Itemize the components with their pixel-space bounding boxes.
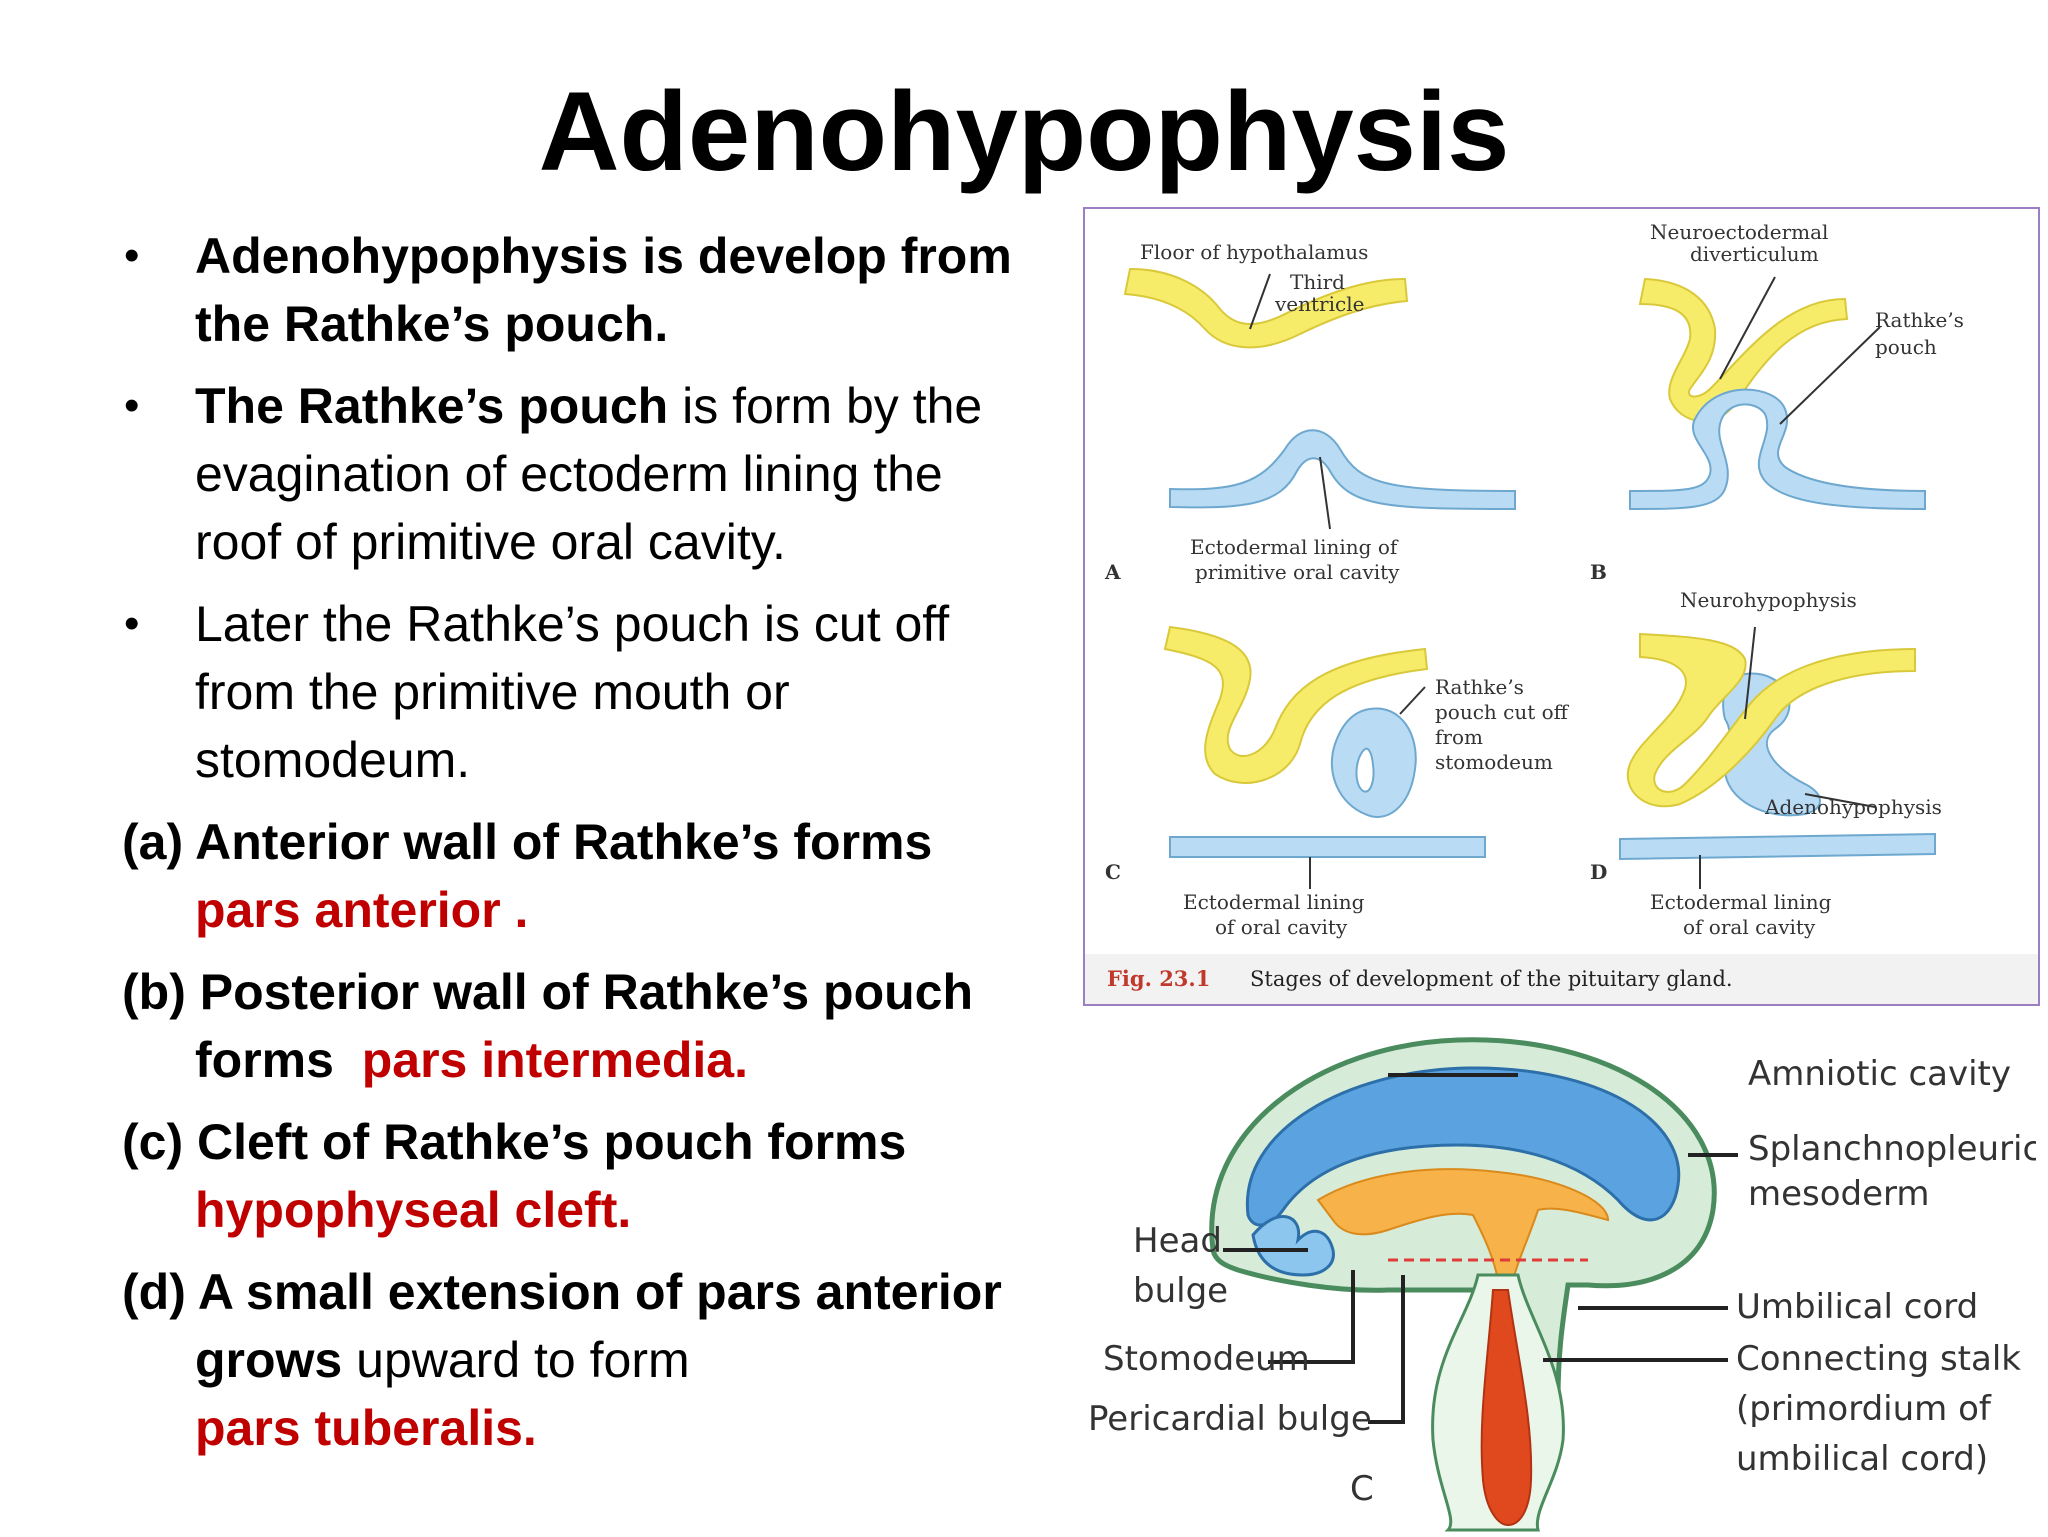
item-d-highlight: pars tuberalis. [195,1400,537,1456]
figure-embryo-section [1088,1020,2036,1532]
slide-title: Adenohypophysis [538,69,1510,194]
label-splanchnopleuric-1: Splanchnopleuric [1748,1129,2036,1169]
label-cut-off-4: stomodeum [1435,750,1553,774]
label-third-ventricle-2: ventricle [1275,292,1365,316]
label-neuroectodermal-2: diverticulum [1690,242,1819,266]
label-amniotic-cavity: Amniotic cavity [1748,1054,2012,1094]
label-rathke-pouch-2: pouch [1875,335,1937,359]
item-b-highlight: pars intermedia. [361,1032,748,1088]
label-head-bulge-2: bulge [1133,1271,1229,1311]
pointer-pericardial [1368,1275,1403,1422]
label-ecto-lining-d-1: Ectodermal lining [1650,890,1832,914]
bullet-1-bold: Adenohypophysis is develop from the Rathke’s pouch. [195,228,1012,352]
label-panel-d: D [1590,860,1608,884]
label-ecto-lining-a-1: Ectodermal lining of [1190,535,1398,559]
label-ecto-lining-c-1: Ectodermal lining [1183,890,1365,914]
label-umbilical-cord: Umbilical cord [1736,1287,1979,1327]
label-rathke-pouch-1: Rathke’s [1875,308,1964,332]
panel-a-hypothalamus-shape [1125,269,1407,347]
label-ecto-lining-a-2: primitive oral cavity [1195,560,1400,584]
label-panel-b: B [1590,560,1607,584]
figure-caption: Stages of development of the pituitary gland. [1250,967,1733,991]
item-c [122,1108,1022,1244]
label-cut-off-3: from [1435,725,1483,749]
figure-number: Fig. 23.1 [1107,966,1211,991]
bullet-3 [122,590,1022,794]
label-stomodeum: Stomodeum [1103,1339,1310,1379]
label-connecting-stalk-1: Connecting stalk [1736,1339,2021,1379]
item-d-text: upward to form [342,1332,690,1388]
label-panel-a: A [1105,560,1121,584]
item-b-prefix: (b) Posterior wall of Rathke’s pouch forms [122,964,974,1088]
item-a-prefix: (a) Anterior wall of Rathke’s forms [122,814,933,870]
bullet-1 [122,222,1022,358]
figure-pituitary-stages [1083,207,2040,1006]
panel-b-rathke-pointer [1780,327,1880,424]
label-ecto-lining-c-2: of oral cavity [1215,915,1348,939]
label-splanchnopleuric-2: mesoderm [1748,1174,1930,1214]
item-c-prefix: (c) Cleft of Rathke’s pouch forms [122,1114,907,1170]
label-cut-off-1: Rathke’s [1435,675,1524,699]
panel-a-ectoderm-shape [1170,430,1515,509]
panel-c-pouch-shape [1332,708,1416,817]
label-cut-off-2: pouch cut off [1435,700,1568,724]
figure-pituitary-stages-drawing [1085,209,2038,1004]
panel-d-ectoderm-shape [1620,834,1935,859]
label-panel-c: C [1350,1469,1374,1509]
bullet-3-text: Later the Rathke’s pouch is cut off from the primitive mouth or stomodeum. [195,596,950,788]
label-ecto-lining-d-2: of oral cavity [1683,915,1816,939]
item-a [122,808,1022,944]
bullet-dot-icon: • [124,231,140,280]
item-a-highlight: pars anterior . [195,882,529,938]
label-neurohypophysis: Neurohypophysis [1680,588,1857,612]
label-connecting-stalk-3: umbilical cord) [1736,1439,1989,1479]
bullet-2 [122,372,1022,576]
bullet-2-text: is form by the evagination of ectoderm lining the roof of primitive oral cavity. [195,378,983,570]
label-third-ventricle-1: Third [1290,270,1345,294]
label-floor-hypothalamus: Floor of hypothalamus [1140,240,1369,264]
label-neuroectodermal-1: Neuroectodermal [1650,220,1829,244]
slide-body [122,222,1022,1476]
item-c-highlight: hypophyseal cleft. [195,1182,632,1238]
bullet-dot-icon: • [124,599,140,648]
bullet-2-bold: The Rathke’s pouch [195,378,669,434]
bullet-dot-icon: • [124,381,140,430]
item-d-prefix: (d) A small extension of pars anterior grows [122,1264,1002,1388]
figure-embryo-section-drawing [1088,1020,2036,1532]
label-panel-c: C [1105,860,1121,884]
panel-c-cut-pointer [1400,687,1425,714]
item-d [122,1258,1022,1462]
label-connecting-stalk-2: (primordium of [1736,1389,1991,1429]
label-adenohypophysis: Adenohypophysis [1765,795,1942,819]
label-head-bulge-1: Head [1133,1221,1222,1261]
panel-c-ectoderm-shape [1170,837,1485,857]
label-pericardial-bulge: Pericardial bulge [1088,1399,1372,1439]
item-b [122,958,1022,1094]
